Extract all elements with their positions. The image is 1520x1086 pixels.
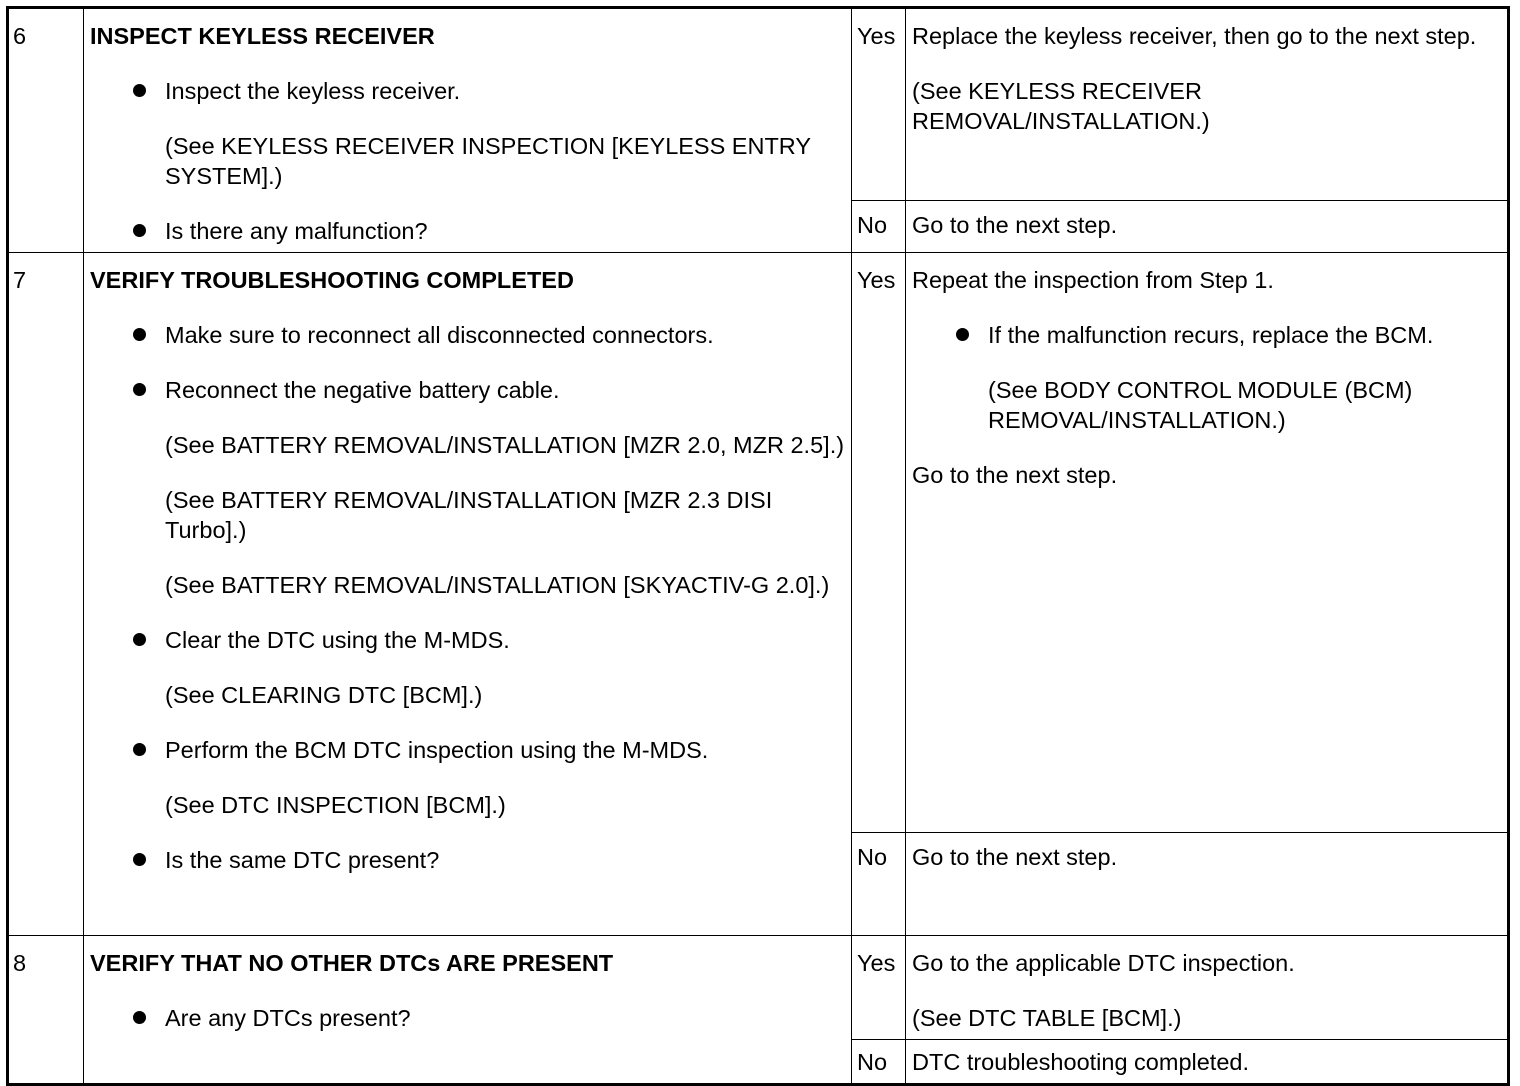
reference-note: (See DTC INSPECTION [BCM].): [165, 792, 506, 818]
step-number: 7: [8, 253, 84, 936]
step-title: VERIFY TROUBLESHOOTING COMPLETED: [90, 267, 574, 293]
bullet-item: Is the same DTC present?: [90, 845, 845, 875]
step-6-yes-action: [906, 8, 1509, 201]
step-title: VERIFY THAT NO OTHER DTCs ARE PRESENT: [90, 950, 614, 976]
result-text: Go to the next step.: [906, 201, 1509, 253]
step-number: 6: [8, 8, 84, 253]
reference-note: (See CLEARING DTC [BCM].): [165, 682, 483, 708]
yes-label: Yes: [852, 8, 906, 201]
step-8-yes-row: [8, 936, 1509, 1040]
step-number: 8: [8, 936, 84, 1085]
step-7-action: [84, 253, 852, 936]
bullet-item: Inspect the keyless receiver.: [90, 76, 845, 106]
step-7-yes-action: [906, 253, 1509, 833]
reference-note: (See BATTERY REMOVAL/INSTALLATION [MZR 2.3 DISI Turbo].): [165, 487, 773, 543]
step-8-yes-action: [906, 936, 1509, 1040]
result-text: Go to the next step.: [906, 833, 1509, 936]
bullet-item: Make sure to reconnect all disconnected connectors.: [90, 320, 845, 350]
bullet-item: If the malfunction recurs, replace the BCM.: [912, 320, 1501, 350]
result-text: Go to the applicable DTC inspection.: [912, 950, 1295, 976]
bullet-item: Is there any malfunction?: [90, 216, 845, 246]
step-6-action: [84, 8, 852, 253]
result-text: Replace the keyless receiver, then go to the next step.: [912, 23, 1477, 49]
reference-note: (See BODY CONTROL MODULE (BCM) REMOVAL/INSTALLATION.): [988, 377, 1413, 433]
step-8-action: [84, 936, 852, 1085]
step-6-yes-row: [8, 8, 1509, 201]
bullet-item: Are any DTCs present?: [90, 1003, 845, 1033]
reference-note: (See KEYLESS RECEIVER INSPECTION [KEYLESS ENTRY SYSTEM].): [165, 133, 811, 189]
result-text: Go to the next step.: [912, 462, 1118, 488]
reference-note: (See KEYLESS RECEIVER REMOVAL/INSTALLATION.): [912, 78, 1210, 134]
no-label: No: [852, 201, 906, 253]
no-label: No: [852, 1040, 906, 1085]
reference-note: (See BATTERY REMOVAL/INSTALLATION [SKYACTIV-G 2.0].): [165, 572, 830, 598]
yes-label: Yes: [852, 936, 906, 1040]
yes-label: Yes: [852, 253, 906, 833]
bullet-item: Perform the BCM DTC inspection using the M-MDS.: [90, 735, 845, 765]
bullet-item: Reconnect the negative battery cable.: [90, 375, 845, 405]
bullet-item: Clear the DTC using the M-MDS.: [90, 625, 845, 655]
result-text: Repeat the inspection from Step 1.: [912, 267, 1274, 293]
result-text: DTC troubleshooting completed.: [906, 1040, 1509, 1085]
no-label: No: [852, 833, 906, 936]
step-7-yes-row: [8, 253, 1509, 833]
reference-note: (See BATTERY REMOVAL/INSTALLATION [MZR 2.0, MZR 2.5].): [165, 432, 845, 458]
reference-note: (See DTC TABLE [BCM].): [912, 1005, 1182, 1031]
troubleshooting-table: [6, 6, 1510, 1086]
step-title: INSPECT KEYLESS RECEIVER: [90, 23, 435, 49]
